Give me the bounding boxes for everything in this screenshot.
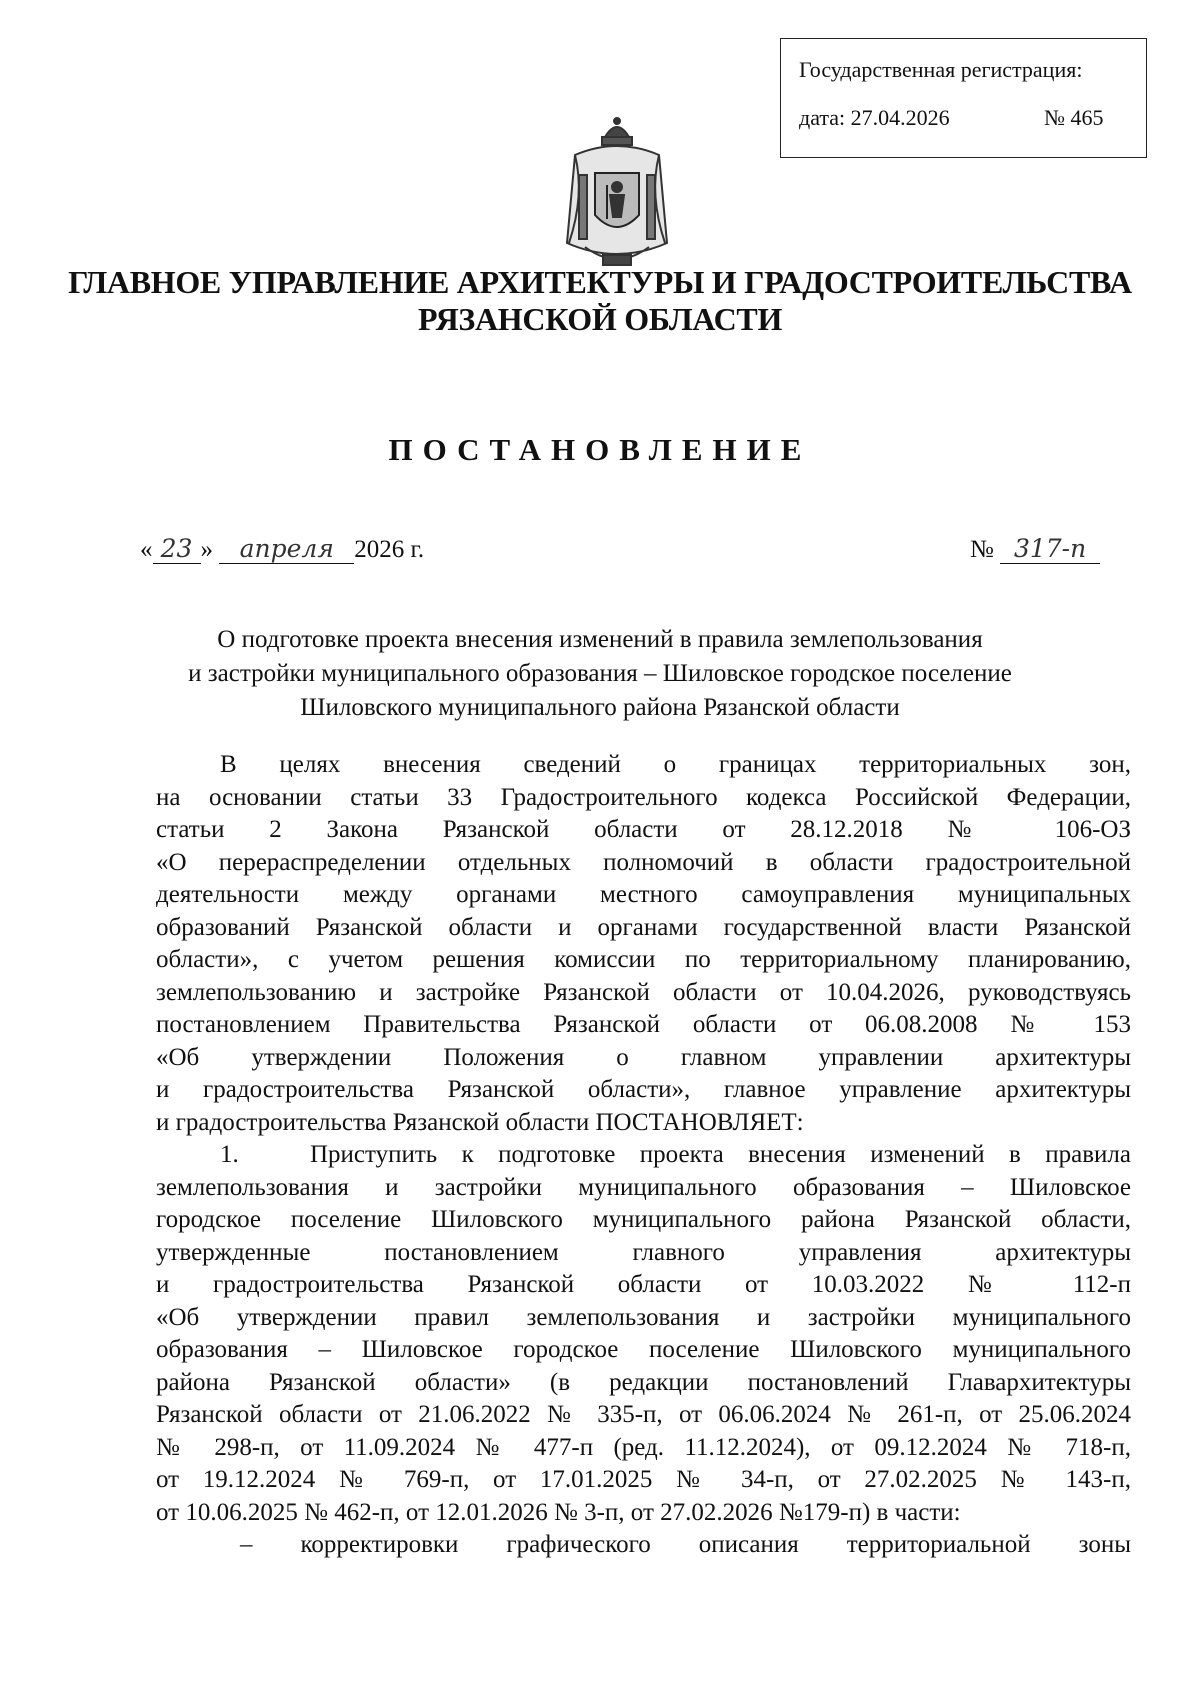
number-value: 317-п (1000, 534, 1100, 564)
date-year: 2026 г. (354, 536, 425, 563)
body-line: образования – Шиловское городское поселение Шиловского муниципального (156, 1336, 1131, 1363)
body-line: утвержденные постановлением главного управления архитектуры (156, 1239, 1131, 1266)
body-line: землепользованию и застройке Рязанской области от 10.04.2026, руководствуясь (156, 979, 1131, 1006)
registration-stamp (780, 38, 1147, 158)
subject-line: и застройки муниципального образования – Шиловское городское поселение (188, 660, 1012, 687)
body-line: образований Рязанской области и органами государственной власти Рязанской (156, 914, 1131, 941)
body-line: «О перераспределении отдельных полномочий в области градостроительной (156, 849, 1131, 876)
subject-line: Шиловского муниципального района Рязанской области (300, 694, 900, 721)
organization-name-line2: РЯЗАНСКОЙ ОБЛАСТИ (417, 301, 783, 337)
registration-number: № 465 (1044, 105, 1104, 130)
date-open-quote: « (140, 536, 153, 563)
registration-title: Государственная регистрация: (799, 57, 1083, 82)
body-line: № 298-п, от 11.09.2024 № 477-п (ред. 11.12.2024), от 09.12.2024 № 718-п, (156, 1434, 1131, 1461)
body-line: на основании статьи 33 Градостроительного кодекса Российской Федерации, (156, 784, 1131, 811)
body-line: и градостроительства Рязанской области», главное управление архитектуры (156, 1076, 1131, 1103)
body-line: области», с учетом решения комиссии по территориальному планированию, (156, 946, 1131, 973)
registration-date: дата: 27.04.2026 (799, 105, 950, 130)
body-line: от 10.06.2025 № 462-п, от 12.01.2026 № 3-п, от 27.02.2026 №179-п) в части: (156, 1499, 961, 1526)
body-line: района Рязанской области» (в редакции постановлений Главархитектуры (156, 1369, 1131, 1396)
body-line: и градостроительства Рязанской области от 10.03.2022 № 112-п (156, 1271, 1131, 1298)
body-line: В целях внесения сведений о границах территориальных зон, (220, 751, 1131, 778)
date-month: апреля (219, 534, 354, 564)
body-line: «Об утверждении правил землепользования и застройки муниципального (156, 1304, 1131, 1331)
body-line: и градостроительства Рязанской области ПОСТАНОВЛЯЕТ: (156, 1109, 804, 1136)
document-date (140, 534, 424, 564)
body-line: землепользования и застройки муниципального образования – Шиловское (156, 1174, 1131, 1201)
date-day: 23 (153, 534, 201, 564)
organization-name-line1: ГЛАВНОЕ УПРАВЛЕНИЕ АРХИТЕКТУРЫ И ГРАДОСТРОИТЕЛЬСТВА (68, 264, 1132, 300)
coat-of-arms-icon (555, 115, 679, 275)
item-1-number: 1. (220, 1141, 239, 1168)
subject-line: О подготовке проекта внесения изменений в правила землепользования (217, 626, 983, 653)
body-line: постановлением Правительства Рязанской области от 06.08.2008 № 153 (156, 1011, 1131, 1038)
document-number (970, 534, 1100, 564)
document-type: ПОСТАНОВЛЕНИЕ (388, 432, 812, 467)
item-1-text: Приступить к подготовке проекта внесения изменений в правила (310, 1141, 1131, 1168)
dash-list-item: – корректировки графического описания территориальной зоны (240, 1531, 1131, 1558)
body-line: «Об утверждении Положения о главном управлении архитектуры (156, 1044, 1131, 1071)
item-1-first-line (220, 1142, 1131, 1167)
body-line: городское поселение Шиловского муниципального района Рязанской области, (156, 1206, 1131, 1233)
body-line: от 19.12.2024 № 769-п, от 17.01.2025 № 34-п, от 27.02.2025 № 143-п, (156, 1466, 1131, 1493)
body-line: Рязанской области от 21.06.2022 № 335-п, от 06.06.2024 № 261-п, от 25.06.2024 (156, 1401, 1131, 1428)
number-sign: № (970, 536, 994, 563)
body-line: статьи 2 Закона Рязанской области от 28.12.2018 № 106-ОЗ (156, 816, 1131, 843)
body-line: деятельности между органами местного самоуправления муниципальных (156, 881, 1131, 908)
date-close-quote: » (200, 536, 213, 563)
